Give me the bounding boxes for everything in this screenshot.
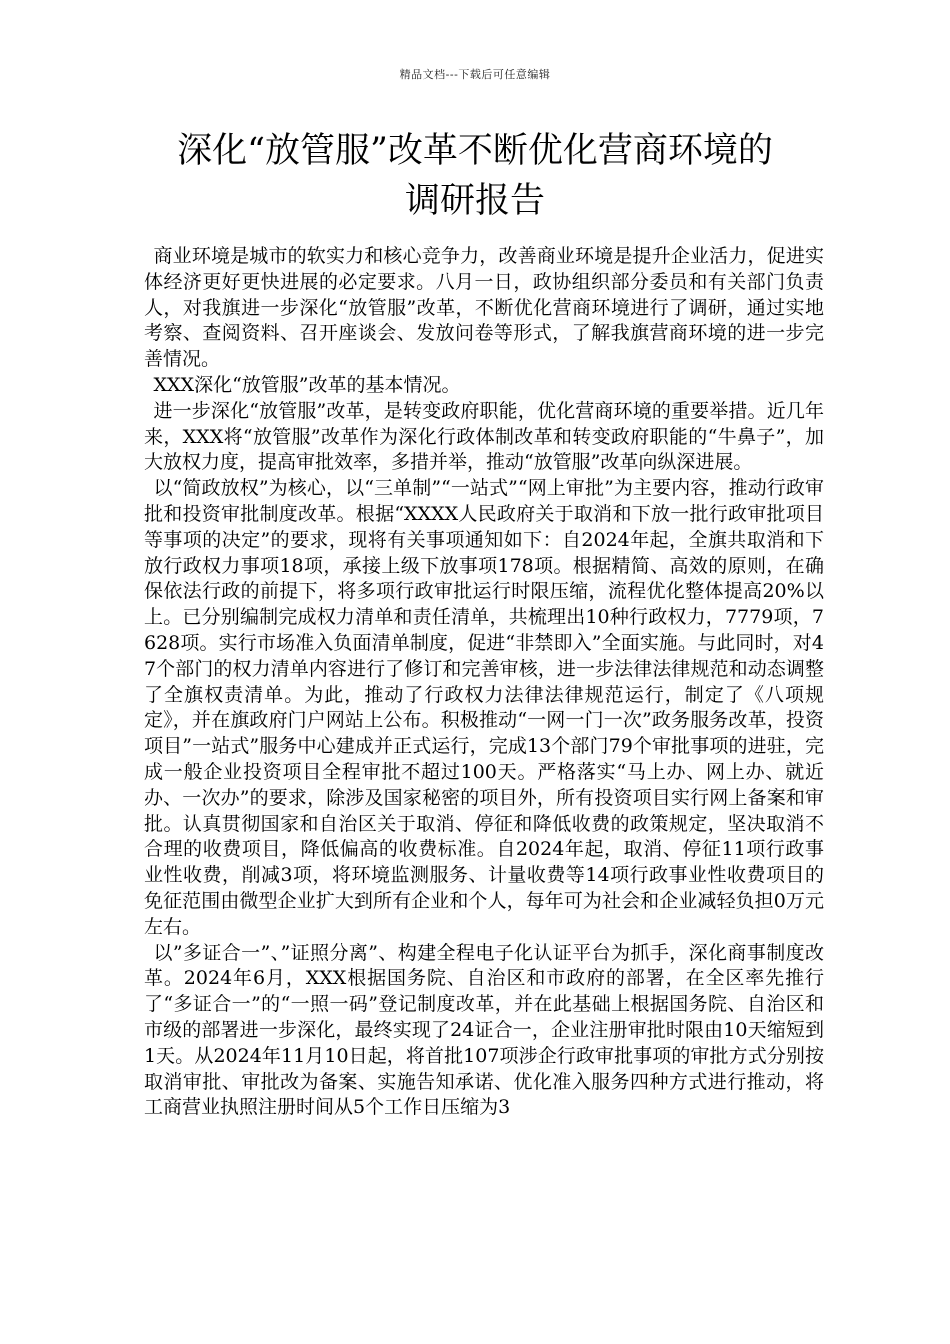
title-line-2: 调研报告 [404,181,545,221]
title-line-1: 深化“放管服”改革不断优化营商环境的 [177,131,773,171]
header-note: 精品文档---下载后可任意编辑 [399,68,551,81]
paragraph-intro: 商业环境是城市的软实力和核心竞争力，改善商业环境是提升企业活力，促进实体经济更好更快进展的必定要求。八月一日，政协组织部分委员和有关部门负责人，对我旗进一步深化“放管服”改革，不断优化营商环境进行了调研，通过实地考察、查阅资料、召开座谈会、发放问卷等形式，了解我旗营商环境的进一步完善情况。 [144,245,824,371]
paragraph-reform-overview: 进一步深化“放管服”改革，是转变政府职能，优化营商环境的重要举措。近几年来，XXX将“放管服”改革作为深化行政体制改革和转变政府职能的“牛鼻子”，加大放权力度，提高审批效率，多措并举，推动“放管服”改革向纵深进展。 [144,399,824,474]
paragraph-approval-reform: 以“简政放权”为核心，以“三单制”“一站式”“网上审批”为主要内容，推动行政审批和投资审批制度改革。根据“XXXX人民政府关于取消和下放一批行政审批项目等事项的决定”的要求，现将有关事项通知如下：自2024年起，全旗共取消和下放行政权力事项18项，承接上级下放事项178项。根据精简、高效的原则，在确保依法行政的前提下，将多项行政审批运行时限压缩，流程优化整体提高20%以上。已分别编制完成权力清单和责任清单，共梳理出10种行政权力，7779项，7628项。实行市场准入负面清单制度，促进“非禁即入”全面实施。与此同时，对47个部门的权力清单内容进行了修订和完善审核，进一步法律法律规范和动态调整了全旗权责清单。为此，推动了行政权力法律法律规范运行，制定了《八项规定》，并在旗政府门户网站上公布。积极推动“一网一门一次”政务服务改革，投资项目”一站式”服务中心建成并正式运行，完成13个部门79个审批事项的进驻，完成一般企业投资项目全程审批不超过100天。严格落实“马上办、网上办、就近办、一次办”的要求，除涉及国家秘密的项目外，所有投资项目实行网上备案和审批。认真贯彻国家和自治区关于取消、停征和降低收费的政策规定，坚决取消不合理的收费项目，降低偏高的收费标准。自2024年起，取消、停征11项行政事业性收费，削减3项，将环境监测服务、计量收费等14项行政事业性收费项目的免征范围由微型企业扩大到所有企业和个人，每年可为社会和企业减轻负担0万元左右。 [144,477,824,938]
document-body [144,244,824,1121]
section-heading-basic-situation: XXX深化“放管服”改革的基本情况。 [153,373,461,396]
document-title [120,126,830,226]
paragraph-commercial-reform: 以”多证合一”、”证照分离”、构建全程电子化认证平台为抓手，深化商事制度改革。2024年6月，XXX根据国务院、自治区和市政府的部署，在全区率先推行了“多证合一”的“一照一码”登记制度改革，并在此基础上根据国务院、自治区和市级的部署进一步深化，最终实现了24证合一，企业注册审批时限由10天缩短到1天。从2024年11月10日起，将首批107项涉企行政审批事项的审批方式分别按取消审批、审批改为备案、实施告知承诺、优化准入服务四种方式进行推动，将工商营业执照注册时间从5个工作日压缩为3 [144,941,824,1119]
